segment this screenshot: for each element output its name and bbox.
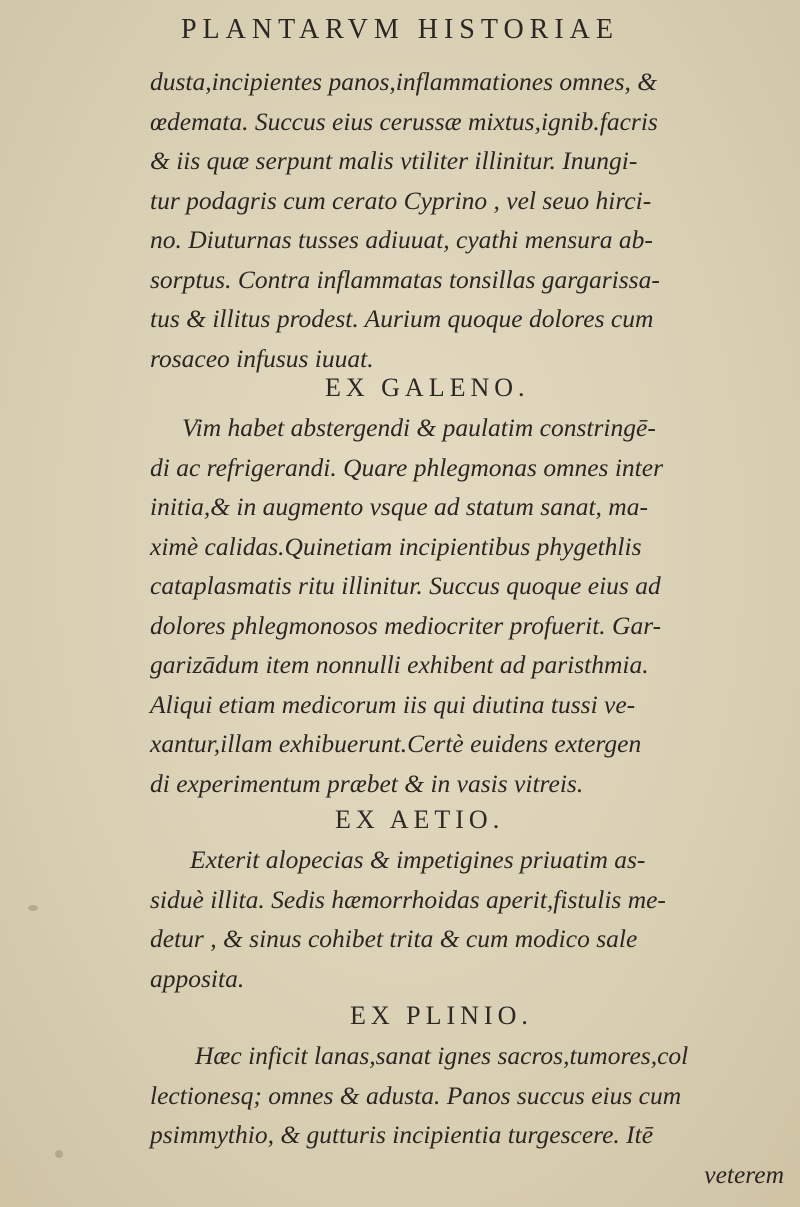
text-line: dolores phlegmonosos mediocriter profuerit. Gar-: [150, 610, 662, 640]
section-heading: EX AETIO.: [335, 805, 505, 834]
text-line: di ac refrigerandi. Quare phlegmonas omnes inter: [150, 452, 664, 482]
section-plinio: [150, 996, 790, 1194]
text-block-1: [150, 62, 790, 378]
running-head: PLANTARVM HISTORIAE: [180, 14, 619, 45]
catchword: veterem: [704, 1159, 784, 1189]
text-line: cataplasmatis ritu illinitur. Succus quoque eius ad: [150, 571, 661, 600]
text-line: œdemata. Succus eius cerussæ mixtus,ignib.facris: [150, 106, 658, 136]
ink-smudge: [28, 905, 38, 911]
text-line: detur , & sinus cohibet trita & cum modico sale: [150, 924, 638, 953]
text-line: ximè calidas.Quinetiam incipientibus phygethlis: [150, 531, 642, 561]
text-line: Aliqui etiam medicorum iis qui diutina tussi ve-: [150, 689, 636, 719]
ink-smudge: [55, 1150, 63, 1158]
text-line: Exterit alopecias & impetigines priuatim as-: [190, 845, 646, 874]
text-line: initia,& in augmento vsque ad statum sanat, ma-: [150, 492, 648, 521]
text-line: tur podagris cum cerato Cyprino , vel seuo hirci-: [150, 185, 652, 215]
text-line: & iis quæ serpunt malis vtiliter illinitur. Inungi-: [150, 146, 638, 175]
text-line: tus & illitus prodest. Aurium quoque dolores cum: [150, 304, 654, 333]
section-galeno: [150, 368, 790, 803]
text-line: Vim habet abstergendi & paulatim constringē-: [182, 413, 656, 442]
text-line: lectionesq; omnes & adusta. Panos succus eius cum: [150, 1080, 682, 1110]
text-line: xantur,illam exhibuerunt.Certè euidens extergen: [150, 729, 642, 758]
text-line: rosaceo infusus iuuat.: [150, 343, 374, 373]
text-line: garizādum item nonnulli exhibent ad paristhmia.: [150, 650, 649, 679]
text-line: siduè illita. Sedis hæmorrhoidas aperit,fistulis me-: [150, 884, 666, 914]
section-heading: EX PLINIO.: [350, 1001, 533, 1030]
text-line: apposita.: [150, 963, 245, 993]
section-heading: EX GALENO.: [325, 373, 530, 402]
text-line: di experimentum præbet & in vasis vitreis.: [150, 768, 584, 798]
text-line: sorptus. Contra inflammatas tonsillas gargarissa-: [150, 264, 660, 294]
text-line: no. Diuturnas tusses adiuuat, cyathi mensura ab-: [150, 225, 653, 254]
section-aetio: [150, 800, 790, 998]
text-line: dusta,incipientes panos,inflammationes omnes, &: [150, 67, 658, 96]
text-line: psimmythio, & gutturis incipientia turgescere. Itē: [150, 1120, 654, 1149]
text-line: Hæc inficit lanas,sanat ignes sacros,tumores,col: [195, 1041, 689, 1070]
